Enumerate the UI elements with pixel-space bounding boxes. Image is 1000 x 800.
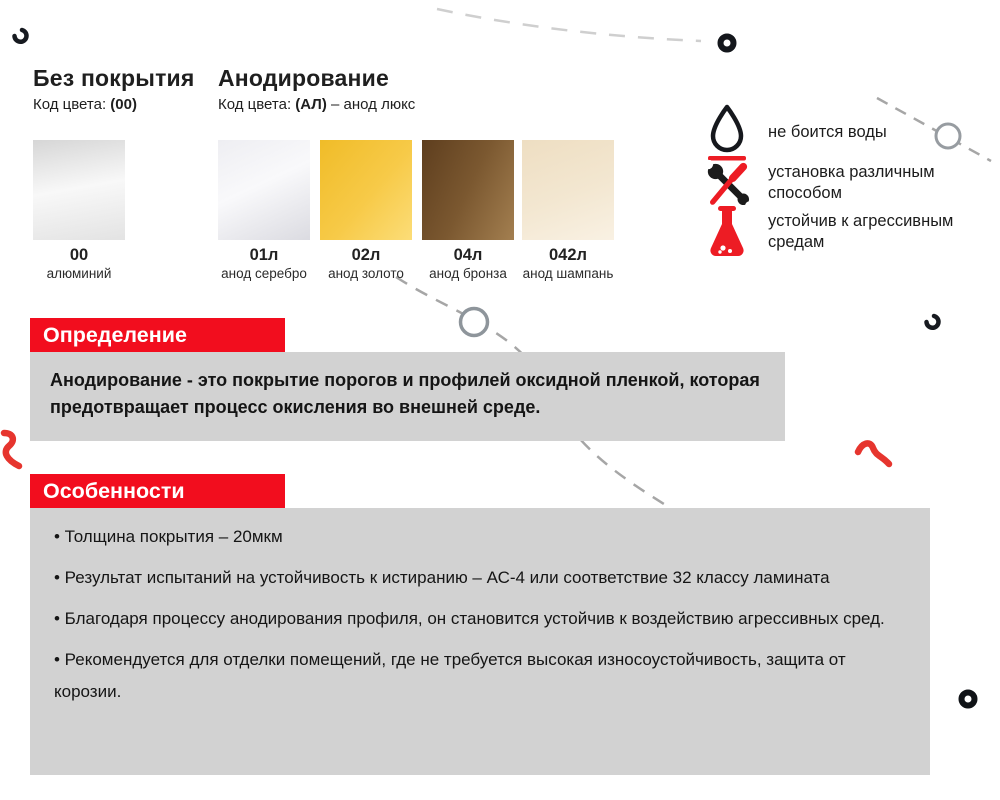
header-no-coating [33,66,195,113]
definition-text: Анодирование - это покрытие порогов и профилей оксидной пленкой, которая предотвращает процесс окисления во внешней среде. [50,370,760,418]
donut-dot-top [721,37,734,50]
feature-item-install [702,160,956,206]
feature-bullet: • Рекомендуется для отделки помещений, где не требуется высокая износоустойчивость, защита от корозии. [54,649,846,701]
feature-item-water [702,104,887,162]
dashed-line-top [437,9,701,41]
swatch-01l [218,140,310,240]
swatch-label-02l: 02л анод золото [328,246,404,281]
definition-banner [30,318,285,352]
feature-label: не боится воды [768,123,887,142]
comma-mark-right [927,316,939,328]
features-box [30,508,930,775]
no-coating-code: Код цвета: (00) [33,96,137,114]
swatch-042l [522,140,614,240]
definition-box [30,352,785,441]
swatch-04l [422,140,514,240]
anodizing-title: Анодирование [218,65,389,91]
feature-bullet: • Результат испытаний на устойчивость к истиранию – АС-4 или соответствие 32 классу ламината [54,567,830,587]
squiggle-right [858,443,889,464]
anodizing-code: Код цвета: (АЛ) – анод люкс [218,96,416,114]
swatch-label-01l: 01л анод серебро [221,246,307,281]
feature-bullet: • Благодаря процессу анодирования профиля, он становится устойчив к воздействию агрессивных сред. [54,608,885,628]
swatch-label-04l: 04л анод бронза [429,246,507,281]
no-coating-title: Без покрытия [33,65,195,91]
squiggle-left [4,433,19,466]
swatch-00 [33,140,125,240]
comma-mark-top-left [15,30,27,42]
feature-label: установка различным способом [768,162,935,202]
header-anodizing [218,66,415,113]
circle-outline-middle [461,309,488,336]
flask-icon [702,206,752,258]
feature-item-resistant [702,206,956,258]
dashed-line-right [877,98,991,161]
swatch-02l [320,140,412,240]
features-banner [30,474,285,508]
feature-bullet: • Толщина покрытия – 20мкм [54,527,283,546]
tools-icon [702,160,752,206]
feature-label: устойчив к агрессивным средам [768,211,954,251]
swatch-label-042l: 042л анод шампань [522,246,614,281]
swatch-label-00: 00 алюминий [46,246,112,281]
water-drop-icon [702,104,752,162]
definition-title: Определение [43,322,187,347]
features-title: Особенности [43,478,185,503]
circle-outline-right [936,124,960,148]
donut-dot-bottom-right [962,693,975,706]
